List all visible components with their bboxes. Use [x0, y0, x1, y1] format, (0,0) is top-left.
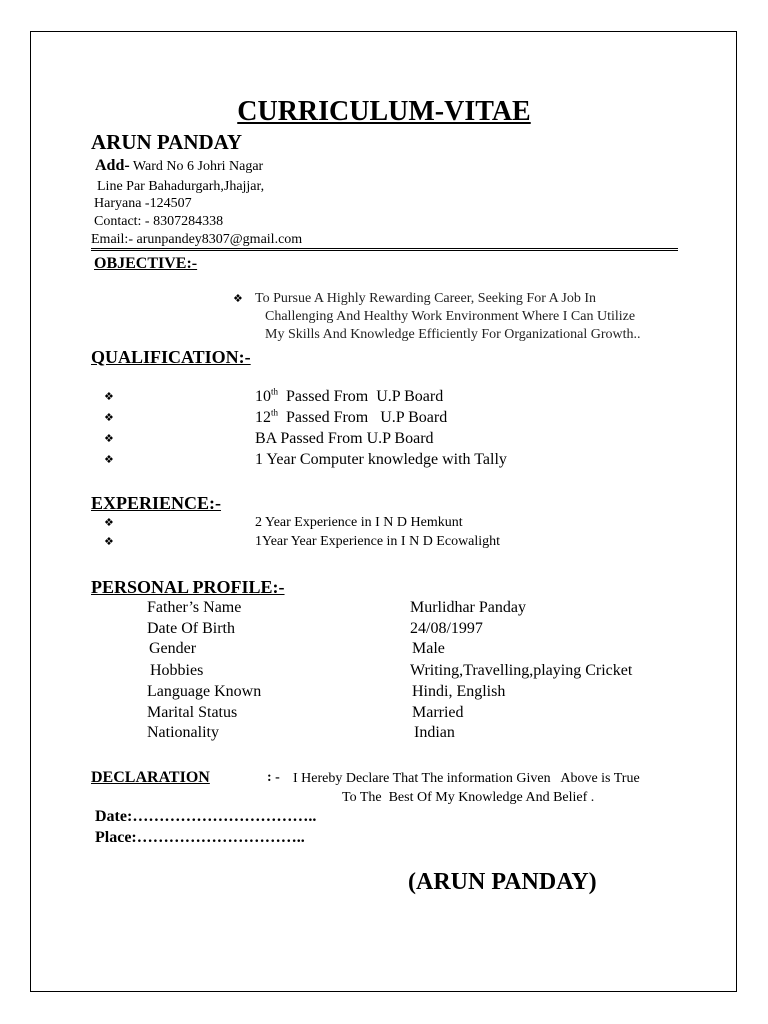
profile-label: Language Known — [147, 683, 262, 700]
qualification-item: BA Passed From U.P Board — [255, 430, 434, 447]
experience-item: 1Year Year Experience in I N D Ecowalight — [255, 534, 501, 549]
profile-label: Hobbies — [150, 662, 204, 679]
qualification-item: 1 Year Computer knowledge with Tally — [255, 451, 507, 468]
email-address: Email:- arunpandey8307@gmail.com — [91, 232, 303, 247]
experience-heading: EXPERIENCE:- — [91, 493, 222, 513]
qualification-bullet-icon: ❖ — [104, 390, 114, 403]
objective-line-1: To Pursue A Highly Rewarding Career, Seeking For A Job In — [255, 291, 597, 306]
qualification-heading: QUALIFICATION:- — [91, 347, 251, 367]
profile-value: 24/08/1997 — [410, 620, 483, 637]
profile-label: Father’s Name — [147, 599, 242, 616]
candidate-name: ARUN PANDAY — [91, 130, 243, 154]
objective-line-2: Challenging And Healthy Work Environment Where I Can Utilize — [265, 309, 636, 324]
profile-value: Indian — [414, 724, 455, 741]
declaration-separator: : - — [267, 770, 280, 785]
date-line: Date:…………………………….. — [95, 808, 317, 825]
qualification-text: Passed From U.P Board — [278, 409, 448, 426]
profile-label: Date Of Birth — [147, 620, 235, 637]
qualification-text: 10 — [255, 388, 271, 405]
address-line-1-text: Ward No 6 Johri Nagar — [129, 159, 264, 174]
experience-item: 2 Year Experience in I N D Hemkunt — [255, 515, 463, 530]
experience-bullet-icon: ❖ — [104, 535, 114, 548]
experience-bullet-icon: ❖ — [104, 516, 114, 529]
qualification-sup: th — [271, 407, 279, 418]
profile-label: Gender — [149, 640, 197, 657]
profile-value: Male — [412, 640, 445, 657]
address-label: Add- — [95, 157, 130, 174]
profile-label: Nationality — [147, 724, 219, 741]
address-line-2: Line Par Bahadurgarh,Jhajjar, — [97, 179, 265, 194]
objective-bullet-icon: ❖ — [233, 292, 243, 305]
qualification-item — [255, 387, 443, 407]
header-divider — [91, 248, 678, 251]
objective-line-3: My Skills And Knowledge Efficiently For Organizational Growth.. — [265, 327, 641, 342]
qualification-sup: th — [271, 386, 279, 397]
qualification-bullet-icon: ❖ — [104, 411, 114, 424]
address-line-1 — [95, 157, 263, 176]
qualification-bullet-icon: ❖ — [104, 432, 114, 445]
profile-value: Married — [412, 704, 464, 721]
declaration-line-1: I Hereby Declare That The information Given Above is True — [293, 771, 640, 786]
personal-profile-heading: PERSONAL PROFILE:- — [91, 577, 285, 597]
document-title: CURRICULUM-VITAE — [237, 96, 531, 127]
qualification-text: Passed From U.P Board — [278, 388, 444, 405]
declaration-heading: DECLARATION — [91, 769, 210, 786]
qualification-bullet-icon: ❖ — [104, 453, 114, 466]
place-line: Place:………………………….. — [95, 829, 305, 846]
address-line-3: Haryana -124507 — [94, 196, 192, 211]
profile-value: Murlidhar Panday — [410, 599, 526, 616]
qualification-text: 12 — [255, 409, 271, 426]
contact-number: Contact: - 8307284338 — [94, 214, 224, 229]
declaration-line-2: To The Best Of My Knowledge And Belief . — [342, 790, 595, 805]
objective-heading: OBJECTIVE:- — [94, 255, 198, 272]
qualification-item — [255, 408, 447, 428]
signature-name: (ARUN PANDAY) — [408, 869, 597, 895]
profile-value: Hindi, English — [412, 683, 506, 700]
profile-value: Writing,Travelling,playing Cricket — [410, 662, 633, 679]
profile-label: Marital Status — [147, 704, 238, 721]
